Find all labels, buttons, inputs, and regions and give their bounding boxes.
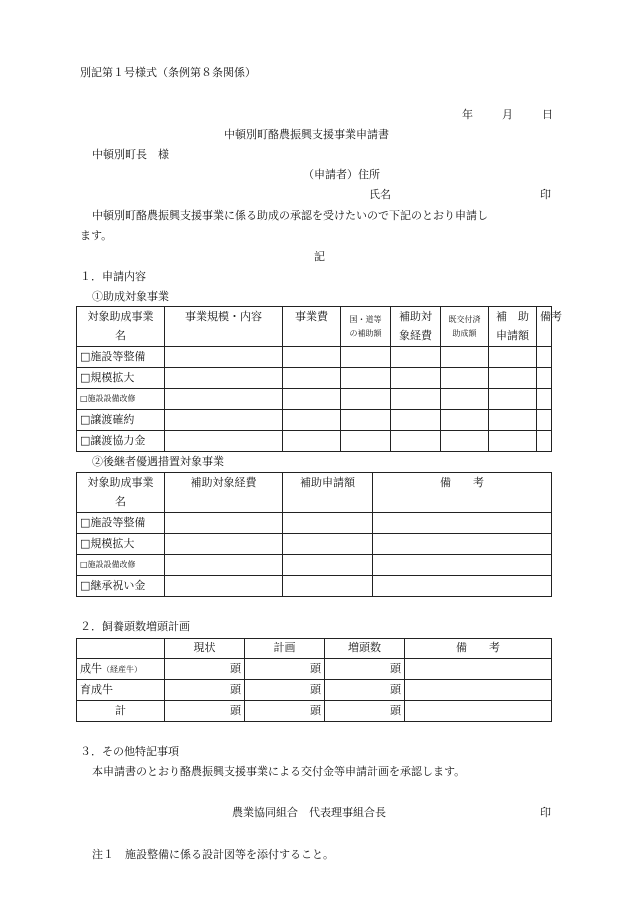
section2-heading: ２．飼養頭数増頭計画 (80, 620, 190, 633)
date-day-label: 日 (542, 108, 553, 121)
successor-table (76, 472, 552, 597)
cell[interactable] (489, 347, 537, 368)
cell[interactable] (165, 368, 283, 389)
signer-label: 農業協同組合 代表理事組合長 (232, 806, 386, 819)
cell[interactable] (283, 431, 341, 452)
row-label: □規模拡大 (77, 368, 165, 389)
row-label: □施設等整備 (77, 347, 165, 368)
row-label: 育成牛 (77, 680, 165, 701)
col-header-target: 対象助成事業 名 (77, 473, 165, 513)
cell[interactable] (283, 576, 373, 597)
ki-heading: 記 (314, 250, 325, 263)
cell[interactable] (373, 555, 552, 576)
unit-cell[interactable]: 頭 (325, 659, 405, 680)
cell[interactable] (341, 389, 391, 410)
table-row (77, 431, 552, 452)
addressee: 中頓別町長 様 (92, 148, 169, 161)
cell[interactable] (537, 431, 552, 452)
col-header-eligible-cost: 補助対 象経費 (391, 307, 441, 347)
cell[interactable] (391, 410, 441, 431)
col-header-already-granted: 既交付済 助成額 (441, 307, 489, 347)
subsidy-table (76, 306, 562, 452)
cell[interactable] (489, 368, 537, 389)
table-row (77, 410, 552, 431)
footnote: 注１ 施設整備に係る設計図等を添付すること。 (92, 848, 334, 861)
row-label: □譲渡協力金 (77, 431, 165, 452)
row-label: □施設設備改修 (77, 389, 165, 410)
col-header-cost: 事業費 (283, 307, 341, 347)
section3-text: 本申請書のとおり酪農振興支援事業による交付金等申請計画を承認します。 (92, 765, 466, 778)
intro-line-2: ます。 (80, 229, 113, 242)
cell[interactable] (441, 410, 489, 431)
corner-cell (77, 639, 165, 659)
cell[interactable] (373, 513, 552, 534)
row-label: 成牛（経産牛） (77, 659, 165, 680)
col-header-plan: 計画 (245, 639, 325, 659)
table-row (77, 555, 552, 576)
cell[interactable] (405, 680, 552, 701)
row-label: □継承祝い金 (77, 576, 165, 597)
unit-cell[interactable]: 頭 (245, 659, 325, 680)
col-header-current: 現状 (165, 639, 245, 659)
cell[interactable] (165, 513, 283, 534)
row-label: □施設等整備 (77, 513, 165, 534)
cell[interactable] (373, 534, 552, 555)
date-month-label: 月 (502, 108, 513, 121)
cell[interactable] (283, 368, 341, 389)
cell[interactable] (405, 659, 552, 680)
row-label: 計 (77, 701, 165, 722)
section1-sub1: ①助成対象事業 (92, 290, 169, 303)
table-row (77, 513, 552, 534)
unit-cell[interactable]: 頭 (165, 701, 245, 722)
cell[interactable] (283, 534, 373, 555)
cell[interactable] (341, 410, 391, 431)
unit-cell[interactable]: 頭 (165, 680, 245, 701)
cell[interactable] (489, 410, 537, 431)
intro-line-1: 中頓別町酪農振興支援事業に係る助成の承認を受けたいので下記のとおり申請し (92, 209, 488, 222)
unit-cell[interactable]: 頭 (245, 701, 325, 722)
col-header-remarks: 備 考 (373, 473, 552, 513)
cell[interactable] (341, 347, 391, 368)
cell[interactable] (489, 431, 537, 452)
col-header-scale: 事業規模・内容 (165, 307, 283, 347)
form-number: 別記第１号様式（条例第８条関係） (80, 66, 256, 79)
table-row (77, 534, 552, 555)
row-label: □規模拡大 (77, 534, 165, 555)
col-header-remarks: 備考 (537, 307, 552, 347)
applicant-name-label: 氏名 (369, 188, 391, 201)
row-label: □譲渡確約 (77, 410, 165, 431)
cell[interactable] (165, 389, 283, 410)
table-row (77, 701, 552, 722)
cell[interactable] (283, 347, 341, 368)
cell[interactable] (441, 368, 489, 389)
col-header-eligible-cost: 補助対象経費 (165, 473, 283, 513)
unit-cell[interactable]: 頭 (325, 701, 405, 722)
seal-mark: 印 (540, 188, 551, 201)
col-header-national-subsidy: 国・道等 の補助額 (341, 307, 391, 347)
cell[interactable] (165, 576, 283, 597)
cell[interactable] (391, 389, 441, 410)
cell[interactable] (165, 347, 283, 368)
row-label: □施設設備改修 (77, 555, 165, 576)
cell[interactable] (283, 555, 373, 576)
col-header-target: 対象助成事業 名 (77, 307, 165, 347)
table-row (77, 389, 552, 410)
col-header-increase: 増頭数 (325, 639, 405, 659)
cell[interactable] (441, 347, 489, 368)
table-row (77, 659, 552, 680)
cell[interactable] (537, 347, 552, 368)
col-header-request-amount: 補 助 申請額 (489, 307, 537, 347)
section3-heading: ３．その他特記事項 (80, 745, 179, 758)
col-header-remarks: 備 考 (405, 639, 552, 659)
cell[interactable] (537, 389, 552, 410)
cell[interactable] (391, 368, 441, 389)
cell[interactable] (441, 389, 489, 410)
cell[interactable] (405, 701, 552, 722)
cell[interactable] (537, 368, 552, 389)
cell[interactable] (537, 410, 552, 431)
cell[interactable] (341, 368, 391, 389)
unit-cell[interactable]: 頭 (325, 680, 405, 701)
col-header-request-amount: 補助申請額 (283, 473, 373, 513)
cell[interactable] (391, 347, 441, 368)
cell[interactable] (391, 431, 441, 452)
table-row (77, 368, 552, 389)
livestock-table (76, 638, 552, 722)
table-row (77, 347, 552, 368)
cell[interactable] (165, 410, 283, 431)
document-title: 中頓別町酪農振興支援事業申請書 (224, 128, 389, 141)
cell[interactable] (341, 431, 391, 452)
cell[interactable] (283, 389, 341, 410)
seal-mark: 印 (540, 806, 551, 819)
cell[interactable] (165, 534, 283, 555)
date-year-label: 年 (462, 108, 473, 121)
cell[interactable] (373, 576, 552, 597)
table-row (77, 680, 552, 701)
cell[interactable] (441, 431, 489, 452)
unit-cell[interactable]: 頭 (245, 680, 325, 701)
cell[interactable] (489, 389, 537, 410)
cell[interactable] (283, 410, 341, 431)
section1-sub2: ②後継者優遇措置対象事業 (92, 455, 224, 468)
cell[interactable] (165, 555, 283, 576)
cell[interactable] (165, 431, 283, 452)
section1-heading: １．申請内容 (80, 270, 146, 283)
unit-cell[interactable]: 頭 (165, 659, 245, 680)
cell[interactable] (283, 513, 373, 534)
applicant-address-label: （申請者）住所 (303, 168, 380, 181)
table-row (77, 576, 552, 597)
